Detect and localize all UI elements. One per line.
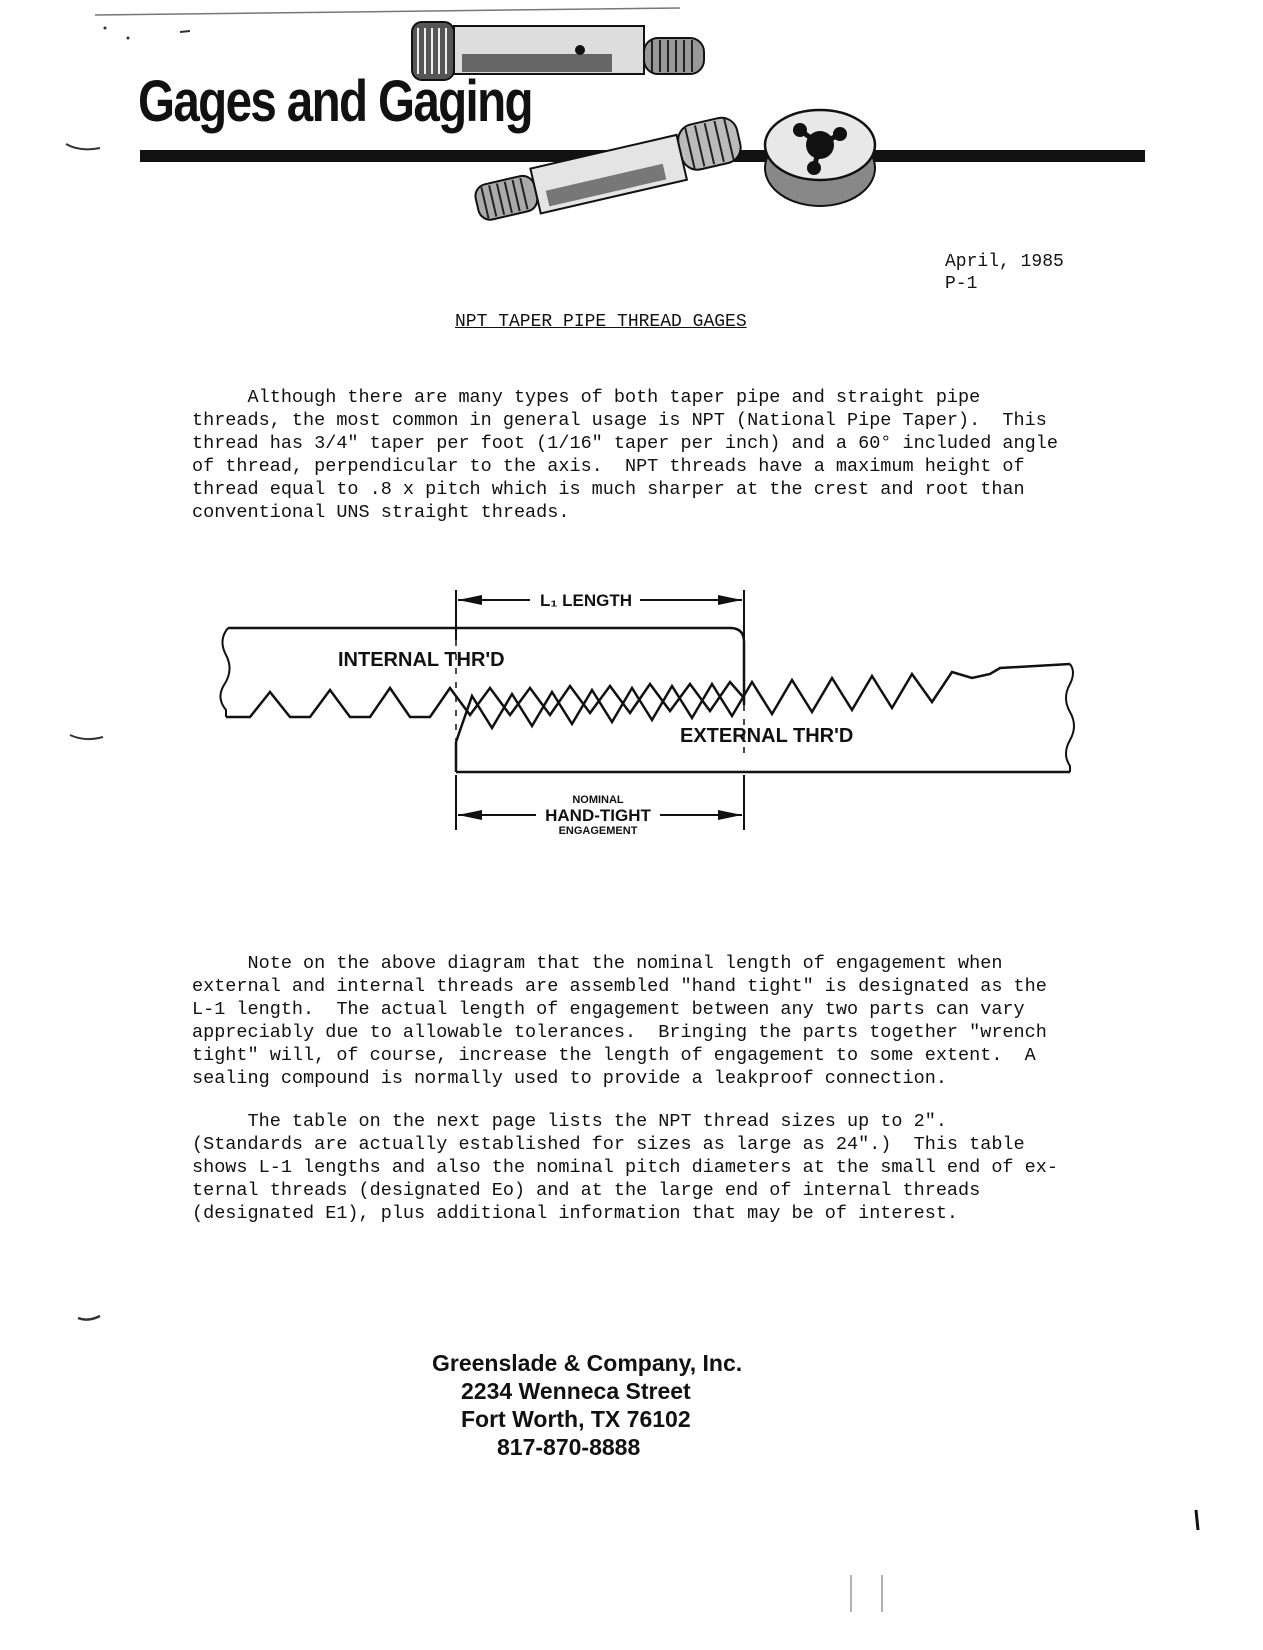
company-street: 2234 Wenneca Street: [461, 1378, 691, 1404]
document-title: NPT TAPER PIPE THREAD GAGES: [455, 312, 747, 332]
company-phone: 817-870-8888: [497, 1434, 641, 1460]
internal-thread-label: INTERNAL THR'D: [338, 649, 505, 671]
arrow-right-icon: [718, 810, 742, 820]
engagement-label-top: NOMINAL: [572, 794, 624, 806]
arrow-right-icon: [718, 595, 742, 605]
arrow-left-icon: [458, 810, 482, 820]
paragraph-table-intro: The table on the next page lists the NPT thread sizes up to 2". (Standards are actually established for sizes as large as 24".) This table shows L-1 lengths and also the nominal pitch diameters at the small end of ex- ternal threads (designated Eo) and at the large end of internal threads (designated E1), plus additional information that may be of interest.: [192, 1111, 1058, 1224]
paragraph-diagram-note: Note on the above diagram that the nominal length of engagement when external and internal threads are assembled "hand tight" is designated as the L-1 length. The actual length of engagement between any two parts can vary appreciably due to allowable tolerances. Bringing the parts together "wrench tight" will, of course, increase the length of engagement to some extent. A sealing compound is normally used to provide a leakproof connection.: [192, 953, 1047, 1089]
paragraph-intro: Although there are many types of both taper pipe and straight pipe threads, the most common in general usage is NPT (National Pipe Taper). This thread has 3/4" taper per foot (1/16" taper per inch) and a 60° included angle of thread, perpendicular to the axis. NPT threads have a maximum height of thread equal to .8 x pitch which is much sharper at the crest and root than conventional UNS straight threads.: [192, 387, 1058, 523]
arrow-left-icon: [458, 595, 482, 605]
thread-engagement-diagram: [0, 580, 1263, 880]
ring-gage-icon: [765, 110, 875, 206]
l1-length-label: L₁ LENGTH: [540, 591, 633, 610]
company-city: Fort Worth, TX 76102: [461, 1406, 691, 1432]
masthead-title: Gages and Gaging: [138, 69, 532, 134]
engagement-label-bottom: ENGAGEMENT: [558, 825, 638, 837]
engagement-label-main: HAND-TIGHT: [545, 806, 651, 825]
date-line: April, 1985: [945, 252, 1064, 272]
page-code: P-1: [945, 274, 978, 294]
company-name: Greenslade & Company, Inc.: [432, 1350, 743, 1376]
external-thread-label: EXTERNAL THR'D: [680, 725, 854, 747]
